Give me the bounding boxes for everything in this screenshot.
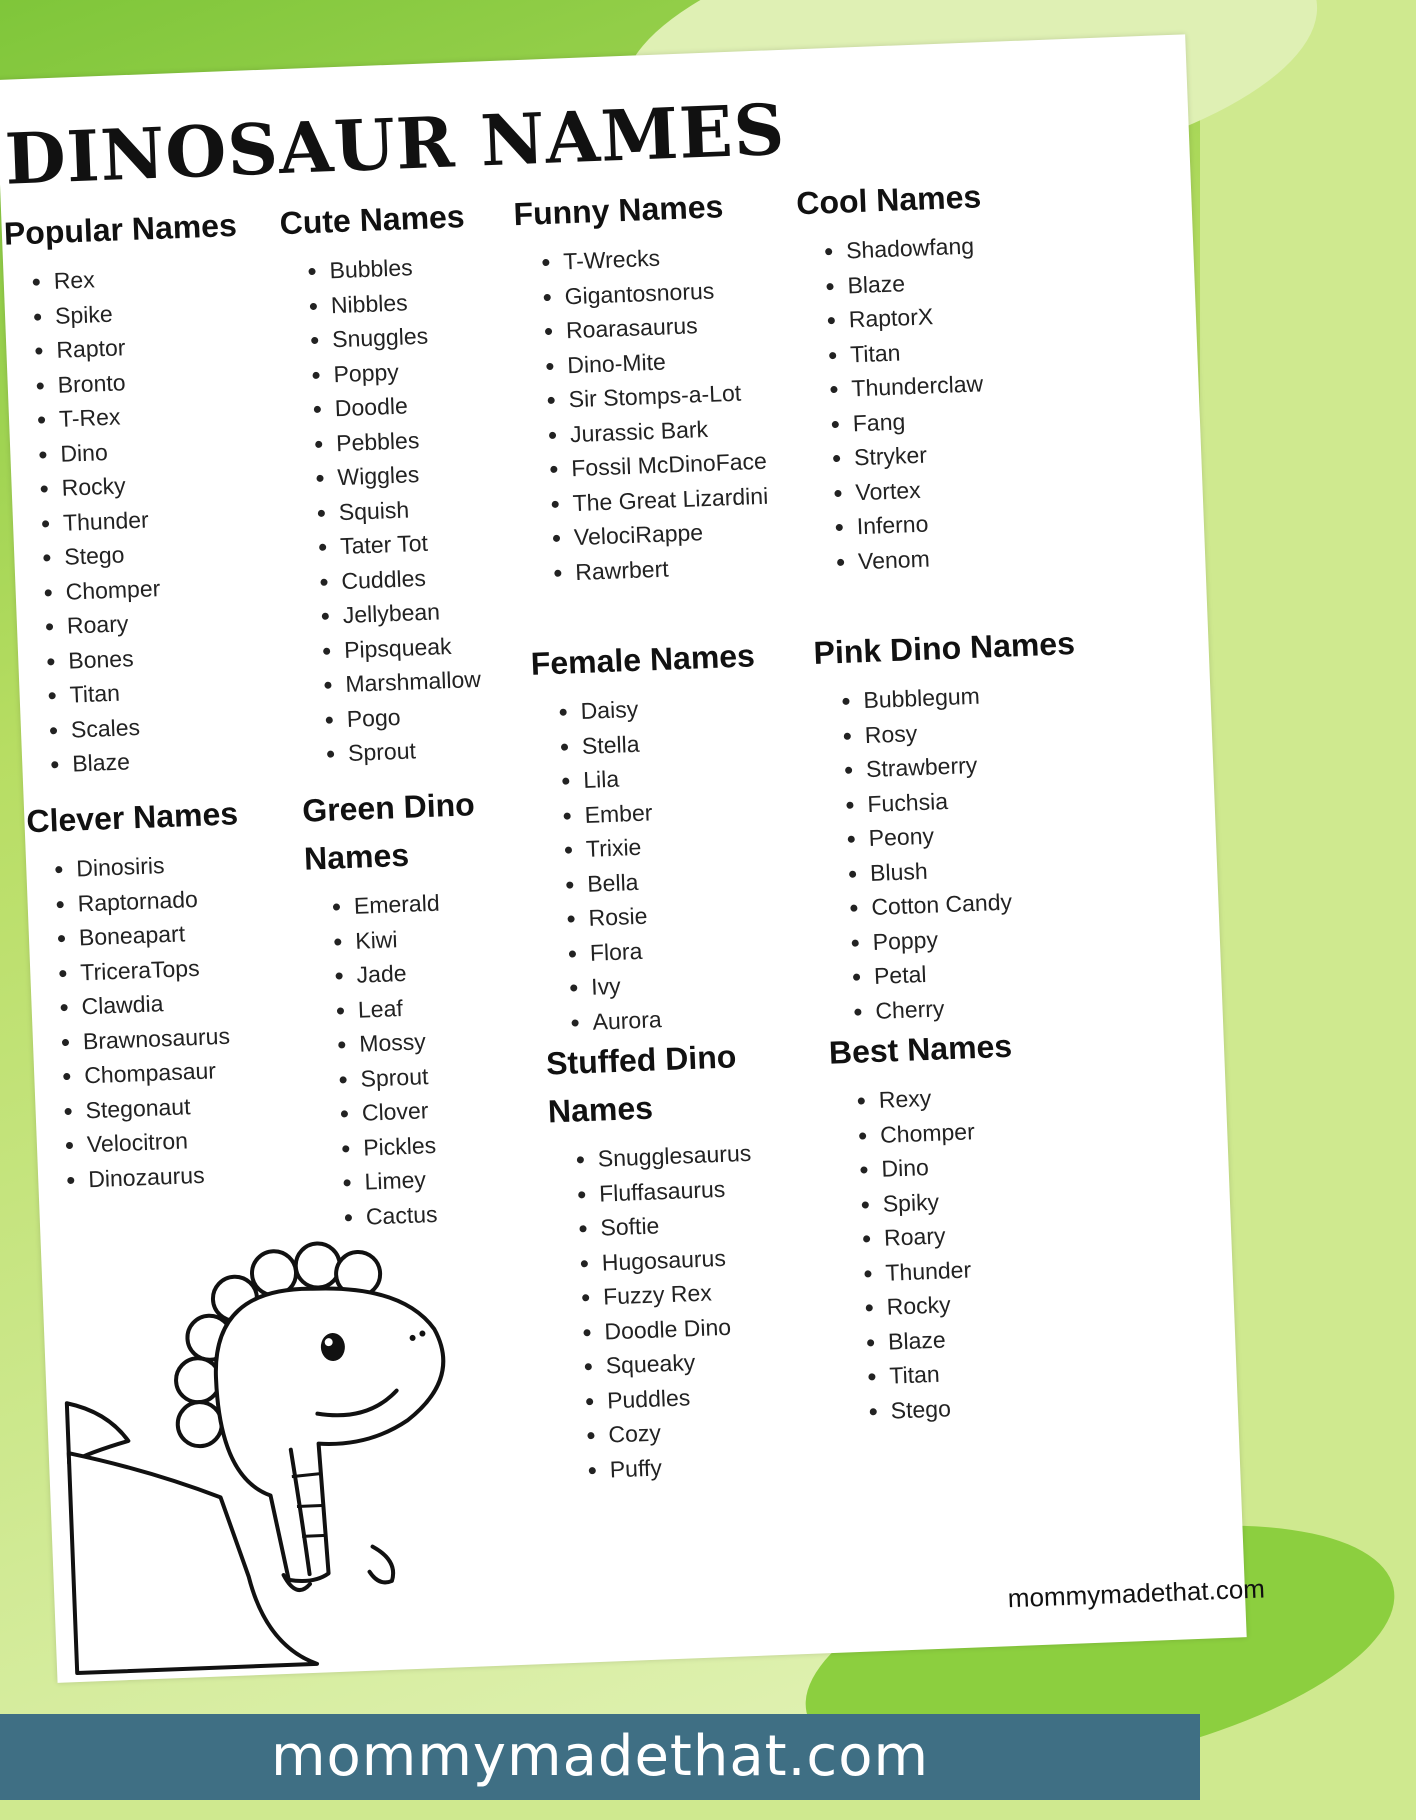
name-item: • Sir Stomps-a-Lot <box>568 374 791 417</box>
section-female-names <box>530 630 815 1041</box>
name-item: • Cactus <box>365 1193 518 1233</box>
name-item: • Fang <box>852 397 1095 441</box>
section-heading: Stuffed Dino Names <box>545 1038 737 1130</box>
name-item: • Puffy <box>609 1445 792 1486</box>
name-item: • Pipsqueak <box>343 626 526 667</box>
name-item: • Fuzzy Rex <box>602 1273 785 1314</box>
name-item: • Pickles <box>363 1124 516 1164</box>
name-item: • Raptor <box>56 324 279 367</box>
name-item: • Dino <box>881 1143 1124 1187</box>
name-item: • Rocky <box>61 462 284 505</box>
name-item: • T-Rex <box>58 393 281 436</box>
section-cool-names <box>795 168 1100 580</box>
name-item: • Poppy <box>872 915 1125 959</box>
name-item: • Inferno <box>856 500 1099 544</box>
name-list <box>281 246 531 772</box>
dino-spike <box>295 1243 341 1289</box>
name-item: • Gigantosnorus <box>564 270 787 313</box>
name-item: • Marshmallow <box>345 660 528 701</box>
section-stuffed-dino-names <box>545 1031 792 1488</box>
dino-spike <box>175 1357 221 1403</box>
name-item: • Spike <box>54 290 277 333</box>
name-item: • Doodle <box>334 384 517 425</box>
name-item: • Rosy <box>864 708 1117 752</box>
name-item: • Cuddles <box>341 557 524 598</box>
name-item: • Rocky <box>886 1280 1129 1324</box>
name-item: • Blaze <box>847 259 1090 303</box>
name-item: • Aurora <box>592 996 815 1039</box>
name-item: • Poppy <box>333 350 516 391</box>
name-item: • Stella <box>581 720 804 763</box>
section-heading: Best Names <box>828 1027 1013 1071</box>
name-item: • Blaze <box>72 738 295 781</box>
name-item: • Fluffasaurus <box>599 1169 782 1210</box>
section-clever-names <box>26 787 311 1198</box>
name-list <box>28 843 311 1198</box>
name-item: • Mossy <box>359 1021 512 1061</box>
name-item: • Roary <box>66 600 289 643</box>
name-list <box>515 236 798 591</box>
name-item: • Venom <box>857 534 1100 578</box>
name-item: • Tater Tot <box>339 522 522 563</box>
name-item: • Thunder <box>885 1246 1128 1290</box>
section-heading: Cool Names <box>795 178 982 222</box>
name-list <box>798 224 1101 580</box>
name-item: • RaptorX <box>848 293 1091 337</box>
name-item: • Limey <box>364 1159 517 1199</box>
dino-belly-stripe <box>297 1505 325 1506</box>
section-funny-names <box>513 180 798 591</box>
name-item: • Kiwi <box>355 918 508 958</box>
name-item: • Scales <box>70 704 293 747</box>
name-item: • Bella <box>587 858 810 901</box>
name-item: • Peony <box>868 811 1121 855</box>
name-item: • Emerald <box>353 883 506 923</box>
name-item: • Ivy <box>591 961 814 1004</box>
name-item: • Titan <box>849 328 1092 372</box>
section-heading: Clever Names <box>25 795 239 840</box>
name-list <box>5 255 295 782</box>
footer-banner: mommymadethat.com <box>0 1714 1200 1800</box>
name-item: • Wiggles <box>337 453 520 494</box>
name-item: • Cozy <box>608 1411 791 1452</box>
name-item: • Thunderclaw <box>851 362 1094 406</box>
section-popular-names <box>3 199 295 782</box>
name-item: • Velocitron <box>86 1119 309 1162</box>
section-heading: Pink Dino Names <box>812 625 1076 672</box>
name-item: • Dino <box>60 428 283 471</box>
name-item: • Sprout <box>347 729 530 770</box>
name-item: • Pogo <box>346 695 529 736</box>
name-item: • Softie <box>600 1204 783 1245</box>
name-item: • Rexy <box>878 1074 1121 1118</box>
name-item: • Roary <box>883 1211 1126 1255</box>
name-item: • Snugglesaurus <box>597 1135 780 1176</box>
name-item: • Hugosaurus <box>601 1238 784 1279</box>
section-green-dino-names <box>301 779 518 1235</box>
section-heading: Green Dino Names <box>301 786 476 877</box>
name-item: • Petal <box>873 949 1126 993</box>
name-item: • Blaze <box>887 1315 1130 1359</box>
name-item: • Bubblegum <box>863 673 1116 717</box>
section-pink-dino-names <box>813 618 1128 1030</box>
name-item: • Dino-Mite <box>567 339 790 382</box>
name-item: • Doodle Dino <box>604 1307 787 1348</box>
dinosaur-illustration <box>61 1236 517 1673</box>
name-item: • Nibbles <box>330 281 513 322</box>
section-cute-names <box>279 190 531 772</box>
name-item: • Squeaky <box>605 1342 788 1383</box>
name-item: • Daisy <box>580 686 803 729</box>
name-item: • Cotton Candy <box>871 880 1124 924</box>
dino-head <box>213 1284 452 1584</box>
name-item: • Snuggles <box>332 315 515 356</box>
dino-arm <box>369 1546 394 1583</box>
watermark: mommymadethat.com <box>1007 1573 1266 1614</box>
name-list <box>815 673 1128 1029</box>
name-list <box>830 1074 1133 1430</box>
name-item: • Rex <box>53 255 276 298</box>
name-item: • Titan <box>69 669 292 712</box>
name-item: • Brawnosaurus <box>82 1015 305 1058</box>
name-item: • VelociRappe <box>573 512 796 555</box>
name-item: • Blush <box>869 846 1122 890</box>
name-item: • Puddles <box>606 1376 789 1417</box>
name-item: • Strawberry <box>865 742 1118 786</box>
name-item: • Bronto <box>57 359 280 402</box>
name-item: • Rawrbert <box>575 546 798 589</box>
name-item: • Clawdia <box>81 981 304 1024</box>
name-item: • Pebbles <box>336 419 519 460</box>
name-list <box>549 1135 792 1489</box>
name-item: • Squish <box>338 488 521 529</box>
name-item: • Rosie <box>588 892 811 935</box>
section-heading: Cute Names <box>279 198 466 242</box>
name-item: • Cherry <box>875 984 1128 1028</box>
name-item: • Fuchsia <box>867 777 1120 821</box>
name-item: • Clover <box>361 1090 514 1130</box>
name-item: • Trixie <box>585 823 808 866</box>
section-heading: Popular Names <box>3 206 238 252</box>
name-item: • Raptornado <box>77 877 300 920</box>
name-item: • Ember <box>584 789 807 832</box>
name-item: • Roarasaurus <box>565 305 788 348</box>
name-item: • Dinosiris <box>76 843 299 886</box>
name-item: • Jurassic Bark <box>569 408 792 451</box>
name-item: • Dinozaurus <box>88 1153 311 1196</box>
name-item: • The Great Lizardini <box>572 477 795 520</box>
printable-sheet <box>0 34 1266 1682</box>
name-item: • TriceraTops <box>80 946 303 989</box>
dino-belly-stripe <box>302 1535 326 1536</box>
dino-spike <box>177 1401 223 1447</box>
name-item: • Bones <box>68 635 291 678</box>
name-item: • Jade <box>356 952 509 992</box>
name-item: • Titan <box>889 1349 1132 1393</box>
name-item: • Chomper <box>65 566 288 609</box>
name-item: • Stego <box>64 531 287 574</box>
name-item: • Shadowfang <box>846 224 1089 268</box>
name-item: • Sprout <box>360 1055 513 1095</box>
name-item: • Lila <box>583 754 806 797</box>
name-item: • Bubbles <box>329 246 512 287</box>
name-item: • T-Wrecks <box>563 236 786 279</box>
name-item: • Flora <box>589 927 812 970</box>
name-item: • Fossil McDinoFace <box>571 443 794 486</box>
name-item: • Stego <box>890 1384 1133 1428</box>
name-item: • Spiky <box>882 1177 1125 1221</box>
name-item: • Chompasaur <box>84 1050 307 1093</box>
section-heading: Female Names <box>530 637 756 682</box>
name-item: • Vortex <box>855 466 1098 510</box>
page-title: DINOSAUR NAMES <box>3 87 787 201</box>
name-item: • Jellybean <box>342 591 525 632</box>
name-item: • Chomper <box>879 1108 1122 1152</box>
name-item: • Thunder <box>62 497 285 540</box>
name-list <box>532 686 815 1041</box>
name-item: • Boneapart <box>78 912 301 955</box>
name-item: • Stegonaut <box>85 1084 308 1127</box>
section-best-names <box>828 1018 1133 1430</box>
section-heading: Funny Names <box>512 188 724 233</box>
name-item: • Stryker <box>853 431 1096 475</box>
name-list <box>305 883 518 1235</box>
name-item: • Leaf <box>357 986 510 1026</box>
